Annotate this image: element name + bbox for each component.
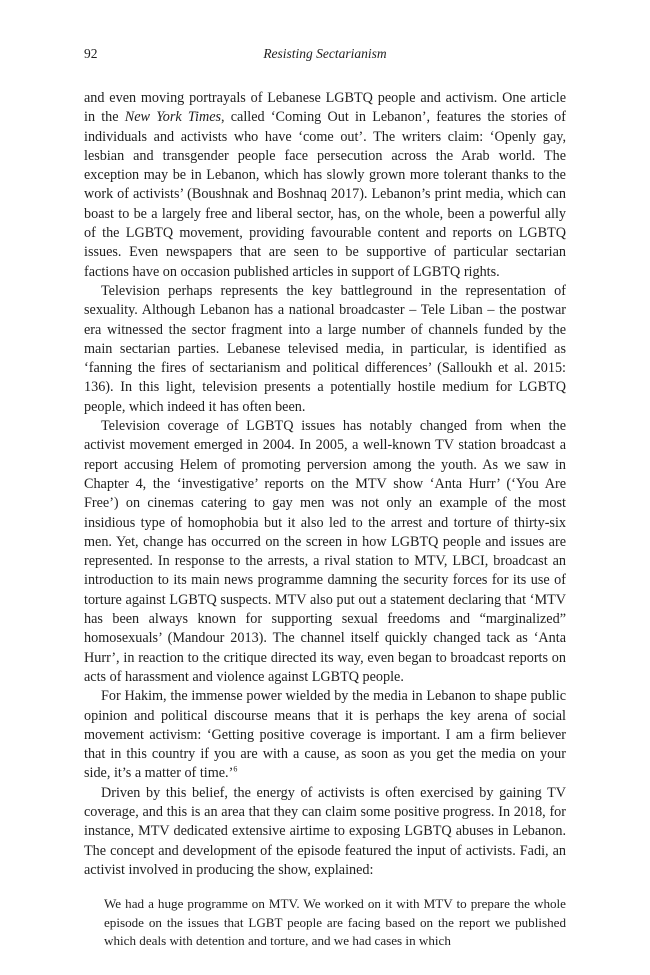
paragraph-2: Television perhaps represents the key battleground in the representation of sexuality. Although Lebanon has a national broadcaster – Tele Liban – the postwar era witnessed the sector fragment into a large number of channels funded by the main sectarian parties. Lebanese televised media, in particular, is identified as ‘fanning the fires of sectarianism and political differences’ (Salloukh et al. 2015: 136). In this light, television presents a potentially hostile medium for LGBTQ people, which indeed it has often been. <box>84 282 566 415</box>
paragraph-1-rest: , called ‘Coming Out in Lebanon’, features the stories of individuals and activists who have ‘come out’. The writers claim: ‘Openly gay, lesbian and transgender people face persecution across the Arab world. The exception may be in Lebanon, which has slowly grown more tolerant thanks to the work of activists’ (Boushnak and Boshnaq 2017). Lebanon’s print media, which can boast to be a largely free and liberal sector, has, on the whole, been a powerful ally of the LGBTQ movement, providing favourable content and reports on LGBTQ issues. Even newspapers that are seen to be supportive of particular sectarian factions have on occasion published articles in support of LGBTQ rights. <box>84 109 566 280</box>
paragraph-1 <box>84 89 566 282</box>
paragraph-3: Television coverage of LGBTQ issues has notably changed from when the activist movement emerged in 2004. In 2005, a well-known TV station broadcast a report accusing Helem of promoting perversion among the youth. As we saw in Chapter 4, the ‘investigative’ reports on the MTV show ‘Anta Hurr’ (‘You Are Free’) on cinemas catering to gay men was not only an example of the most insidious type of homophobia but it also led to the arrest and torture of thirty-six men. Yet, change has occurred on the screen in how LGBTQ people and issues are represented. In response to the arrests, a rival station to MTV, LBCI, broadcast an introduction to its main news programme damning the security forces for its use of torture against LGBTQ suspects. MTV also put out a statement declaring that ‘MTV has been always known for supporting sexual freedoms and “marginalized” homosexuals’ (Mandour 2013). The channel itself quickly changed tack as ‘Anta Hurr’, in reaction to the critique directed its way, even began to broadcast reports on acts of harassment and violence against LGBTQ people. <box>84 418 566 685</box>
paragraph-5: Driven by this belief, the energy of activists is often exercised by gaining TV coverage, and this is an area that they can claim some positive progress. In 2018, for instance, MTV dedicated extensive airtime to exposing LGBTQ abuses in Lebanon. The concept and development of the episode featured the input of activists. Fadi, an activist involved in producing the show, explained: <box>84 784 566 878</box>
block-quote: We had a huge programme on MTV. We worked on it with MTV to prepare the whole episode on the issues that LGBT people are facing based on the report we published which deals with detention and torture, and we had cases in which <box>104 896 566 949</box>
body-text <box>84 89 566 951</box>
paragraph-1-start: and even moving portrayals of Lebanese LGBTQ people and activism. One article in the <box>84 90 566 126</box>
running-title: Resisting Sectarianism <box>263 46 387 61</box>
paragraph-4-text: For Hakim, the immense power wielded by the media in Lebanon to shape public opinion and political discourse means that it is perhaps the key arena of social movement activism: ‘Getting positive coverage is important. I am a firm believer that in this country if you are with a cause, as soon as you get the media on your side, it’s a matter of time.’ <box>84 688 566 782</box>
footnote-marker[interactable]: 6 <box>233 764 238 774</box>
newspaper-title: New York Times <box>124 109 222 126</box>
paragraph-4 <box>84 687 566 783</box>
page-header <box>84 46 566 66</box>
page-number: 92 <box>84 46 98 61</box>
